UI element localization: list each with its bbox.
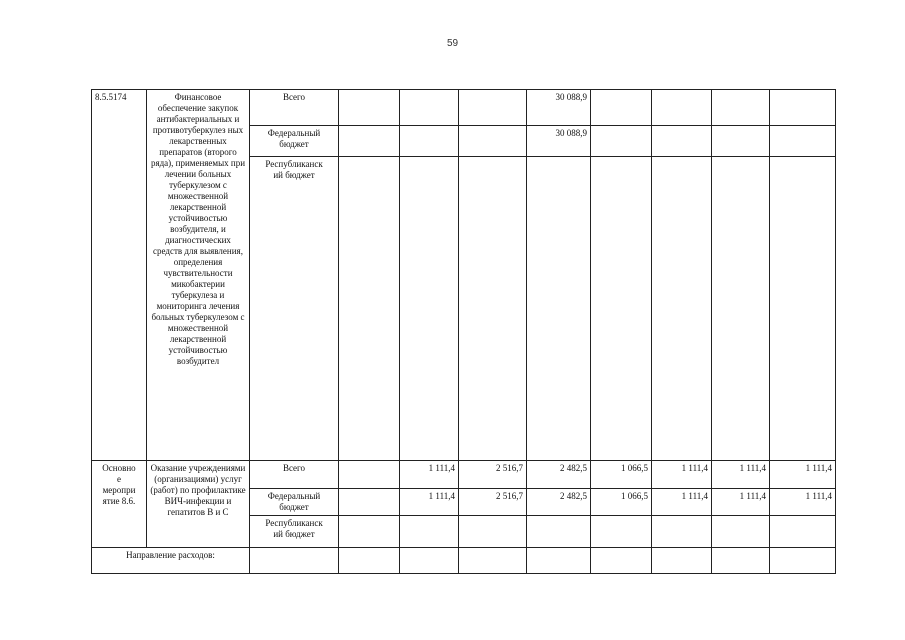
value-cell bbox=[400, 516, 459, 548]
value-cell bbox=[459, 157, 527, 461]
value-cell: 1 111,4 bbox=[652, 461, 712, 489]
value-cell bbox=[250, 548, 339, 574]
value-cell bbox=[527, 548, 591, 574]
value-cell: 2 482,5 bbox=[527, 489, 591, 516]
value-cell bbox=[591, 516, 652, 548]
value-cell bbox=[652, 516, 712, 548]
value-cell bbox=[770, 516, 836, 548]
value-cell: 1 111,4 bbox=[400, 461, 459, 489]
value-cell: 1 111,4 bbox=[712, 489, 770, 516]
value-cell bbox=[652, 548, 712, 574]
value-cell: 2 482,5 bbox=[527, 461, 591, 489]
funding-source-federal: Федеральный бюджет bbox=[250, 489, 339, 516]
budget-table bbox=[91, 89, 836, 574]
value-cell bbox=[652, 157, 712, 461]
measure-code: Основно е меропри ятие 8.6. bbox=[92, 461, 147, 548]
table-row bbox=[92, 461, 836, 489]
value-cell bbox=[591, 157, 652, 461]
value-cell bbox=[400, 548, 459, 574]
funding-source-total: Всего bbox=[250, 90, 339, 126]
value-cell bbox=[591, 548, 652, 574]
value-cell bbox=[712, 548, 770, 574]
value-cell bbox=[400, 90, 459, 126]
value-cell bbox=[459, 126, 527, 157]
value-cell bbox=[459, 90, 527, 126]
value-cell: 2 516,7 bbox=[459, 461, 527, 489]
value-cell bbox=[652, 90, 712, 126]
funding-source-federal: Федеральный бюджет bbox=[250, 126, 339, 157]
value-cell bbox=[770, 157, 836, 461]
value-cell bbox=[339, 90, 400, 126]
value-cell bbox=[652, 126, 712, 157]
value-cell: 1 111,4 bbox=[770, 461, 836, 489]
value-cell bbox=[339, 461, 400, 489]
value-cell bbox=[339, 548, 400, 574]
value-cell bbox=[770, 548, 836, 574]
value-cell: 1 111,4 bbox=[770, 489, 836, 516]
value-cell: 2 516,7 bbox=[459, 489, 527, 516]
value-cell bbox=[339, 157, 400, 461]
measure-code: 8.5.5174 bbox=[92, 90, 147, 461]
value-cell: 1 111,4 bbox=[652, 489, 712, 516]
value-cell bbox=[770, 126, 836, 157]
table-row bbox=[92, 548, 836, 574]
page-number: 59 bbox=[446, 38, 459, 49]
value-cell: 1 066,5 bbox=[591, 461, 652, 489]
value-cell bbox=[591, 126, 652, 157]
value-cell bbox=[770, 90, 836, 126]
value-cell bbox=[712, 90, 770, 126]
value-cell bbox=[459, 548, 527, 574]
value-cell bbox=[339, 126, 400, 157]
expense-direction-label: Направление расходов: bbox=[92, 548, 250, 574]
value-cell: 1 066,5 bbox=[591, 489, 652, 516]
value-cell bbox=[591, 90, 652, 126]
table-row bbox=[92, 90, 836, 126]
value-cell bbox=[527, 516, 591, 548]
funding-source-total: Всего bbox=[250, 461, 339, 489]
value-cell bbox=[459, 516, 527, 548]
measure-description: Оказание учреждениями (организациями) услуг (работ) по профилактике ВИЧ-инфекции и гепатитов В и С bbox=[147, 461, 250, 548]
value-cell bbox=[400, 157, 459, 461]
value-cell bbox=[712, 126, 770, 157]
measure-description: Финансовое обеспечение закупок антибактериальных и противотуберкулез ных лекарственных препаратов (второго ряда), применяемых при лечении больных туберкулезом с множественной лекарственной устойчивостью возбудителя, и диагностических средств для выявления, определения чувствительности микобактерии туберкулеза и мониторинга лечения больных туберкулезом с множественной лекарственной устойчивостью возбудител bbox=[147, 90, 250, 461]
value-cell bbox=[712, 516, 770, 548]
value-cell bbox=[712, 157, 770, 461]
funding-source-republic: Республиканск ий бюджет bbox=[250, 157, 339, 461]
value-cell: 1 111,4 bbox=[712, 461, 770, 489]
value-cell: 30 088,9 bbox=[527, 126, 591, 157]
value-cell bbox=[400, 126, 459, 157]
value-cell bbox=[527, 157, 591, 461]
value-cell: 1 111,4 bbox=[400, 489, 459, 516]
funding-source-republic: Республиканск ий бюджет bbox=[250, 516, 339, 548]
value-cell bbox=[339, 489, 400, 516]
value-cell: 30 088,9 bbox=[527, 90, 591, 126]
value-cell bbox=[339, 516, 400, 548]
